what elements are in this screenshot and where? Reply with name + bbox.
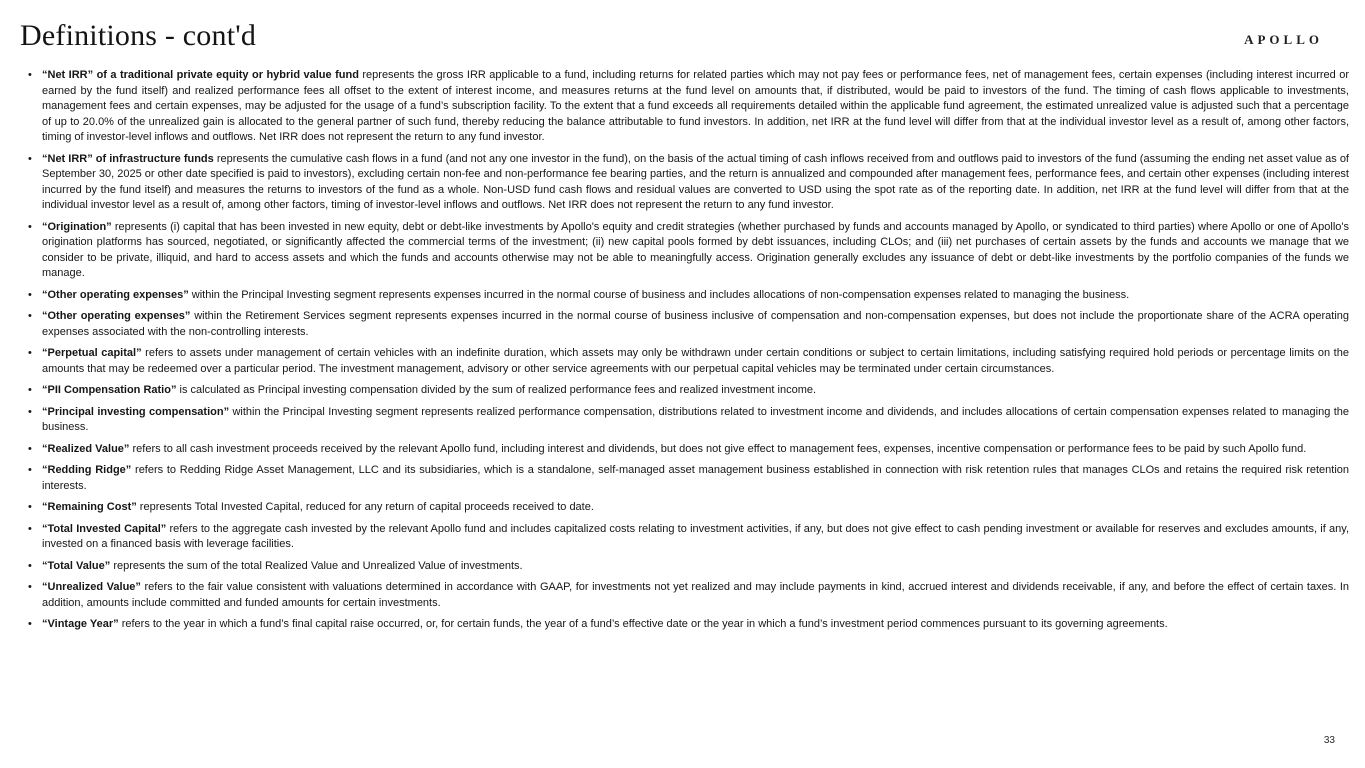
definition-item (20, 346, 1349, 377)
definition-term: “Redding Ridge” (42, 464, 132, 476)
definition-item (20, 220, 1349, 282)
definition-term: “Total Value” (42, 559, 111, 572)
definition-item (20, 288, 1349, 304)
definition-item (20, 500, 1349, 516)
definition-item (20, 580, 1349, 611)
definition-term: “Principal investing compensation” (42, 405, 230, 418)
definition-text: represents the sum of the total Realized Value and Unrealized Value of investments. (110, 559, 523, 572)
definition-term: “Total Invested Capital” (42, 522, 167, 535)
definition-term: “Vintage Year” (42, 618, 119, 630)
definition-term: “Net IRR” of infrastructure funds (42, 152, 214, 165)
definition-text: within the Principal Investing segment represents expenses incurred in the normal course of business and includes allocations of non-compensation expenses related to managing the business. (188, 288, 1130, 301)
definition-term: “Other operating expenses” (42, 310, 191, 322)
definition-item (20, 405, 1349, 436)
definition-item (20, 68, 1349, 146)
definition-item (20, 383, 1349, 399)
definition-text: represents the gross IRR applicable to a fund, including returns for related parties which may not pay fees or performance fees, net of management fees, certain expenses (including interest incurred or earned by the fund itself) and realized performance fees all offset to the extent of interest income, and measures returns at the fund level on amounts that, if distributed, would be paid to investors of the fund. The timing of cash flows applicable to investments, management fees and certain expenses, may be adjusted for the usage of a fund’s subscription facility. To the extent that a fund exceeds all requirements detailed within the applicable fund agreement, the estimated unrealized value is adjusted such that a percentage of up to 20.0% of the unrealized gain is allocated to the general partner of such fund, thereby reducing the balance attributable to fund investors. In addition, net IRR at the fund level will differ from that at the individual investor level as a result of, among other factors, timing of investor-level inflows and outflows. Net IRR does not represent the return to any fund investor. (42, 69, 1349, 143)
definition-item (20, 463, 1349, 494)
definition-text: refers to Redding Ridge Asset Management, LLC and its subsidiaries, which is a standalone, self-managed asset management business established in connection with risk retention rules that manages CLOs and retains the required risk retention interests. (42, 464, 1349, 492)
definition-term: “Other operating expenses” (42, 288, 189, 301)
definition-text: represents the cumulative cash flows in a fund (and not any one investor in the fund), on the basis of the actual timing of cash inflows received from and outflows paid to investors of the fund (assuming the ending net asset value as of September 30, 2025 or other date specified is paid to investors), excluding certain non-fee and non-performance fee bearing parties, and the return is annualized and compounded after management fees, performance fees, and certain other expenses (including interest incurred by the fund itself) and measures the returns to investors of the fund as a whole. Non-USD fund cash flows and residual values are converted to USD using the spot rate as of the reporting date. In addition, net IRR at the fund level will differ from that at the individual investor level as a result of, among other factors, timing of investor-level inflows and outflows. Net IRR does not represent the return to any fund investor. (42, 152, 1349, 211)
slide-header (20, 18, 1345, 54)
definition-item (20, 522, 1349, 553)
definition-text: refers to assets under management of certain vehicles with an indefinite duration, which assets may only be withdrawn under certain conditions or subject to certain limitations, including satisfying required hold periods or percentage limits on the amounts that may be redeemed over a particular period. The investment management, advisory or other service agreements with our perpetual capital vehicles may be terminated under certain circumstances. (42, 347, 1349, 375)
definition-item (20, 152, 1349, 214)
definition-text: represents Total Invested Capital, reduced for any return of capital proceeds received to date. (136, 501, 594, 513)
definition-text: represents (i) capital that has been invested in new equity, debt or debt-like investments by Apollo's equity and credit strategies (whether purchased by funds and accounts managed by Apollo, or syndicated to third parties) where Apollo or one of Apollo's origination platforms has sourced, negotiated, or significantly affected the commercial terms of the investment; (ii) new capital pools formed by debt issuances, including CLOs; and (iii) net purchases of certain assets by the funds and accounts we manage that we consider to be private, illiquid, and hard to access assets and which the funds and accounts otherwise may not be able to meaningfully access. Origination generally excludes any issuance of debt or debt-like investments by the portfolio companies of the funds we manage. (42, 220, 1349, 279)
definition-text: within the Principal Investing segment represents realized performance compensation, distributions related to investment income and dividends, and includes allocations of certain compensation expenses related to managing the business. (42, 405, 1349, 433)
definition-term: “Unrealized Value” (42, 581, 141, 593)
definition-term: “Net IRR” of a traditional private equity or hybrid value fund (42, 69, 359, 81)
definition-term: “Perpetual capital” (42, 347, 142, 359)
definition-term: “PII Compensation Ratio” (42, 384, 177, 396)
definition-item (20, 559, 1349, 575)
definition-text: within the Retirement Services segment represents expenses incurred in the normal course of business inclusive of compensation and non-compensation expenses, but does not include the proportionate share of the ACRA operating expenses associated with the non-controlling interests. (42, 310, 1349, 338)
definitions-list (20, 68, 1349, 639)
definition-text: refers to the aggregate cash invested by the relevant Apollo fund and includes capitalized costs relating to investment activities, if any, but does not give effect to cash pending investment or available for reserves and excludes amounts, if any, invested on a financed basis with leverage facilities. (42, 522, 1350, 550)
definition-text: refers to the year in which a fund’s final capital raise occurred, or, for certain funds, the year of a fund’s effective date or the year in which a fund’s investment period commences pursuant to its governing agreements. (118, 618, 1168, 630)
definition-text: is calculated as Principal investing compensation divided by the sum of realized performance fees and realized investment income. (176, 384, 817, 396)
definition-item (20, 442, 1349, 458)
page-number: 33 (1323, 735, 1335, 746)
definition-text: refers to the fair value consistent with valuations determined in accordance with GAAP, for investments not yet realized and may include payments in kind, accrued interest and dividends receivable, if any, and before the effect of certain taxes. In addition, amounts include committed and funded amounts for certain investments. (42, 581, 1349, 609)
definition-term: “Origination” (42, 220, 112, 233)
definition-item (20, 617, 1349, 633)
company-logo: APOLLO (1244, 32, 1323, 47)
definition-term: “Realized Value” (42, 442, 130, 455)
definition-item (20, 309, 1349, 340)
page-title: Definitions - cont'd (20, 19, 257, 52)
definition-term: “Remaining Cost” (42, 501, 137, 513)
definition-text: refers to all cash investment proceeds received by the relevant Apollo fund, including interest and dividends, but does not give effect to management fees, expenses, incentive compensation or performance fees to be paid by such Apollo fund. (129, 442, 1307, 455)
